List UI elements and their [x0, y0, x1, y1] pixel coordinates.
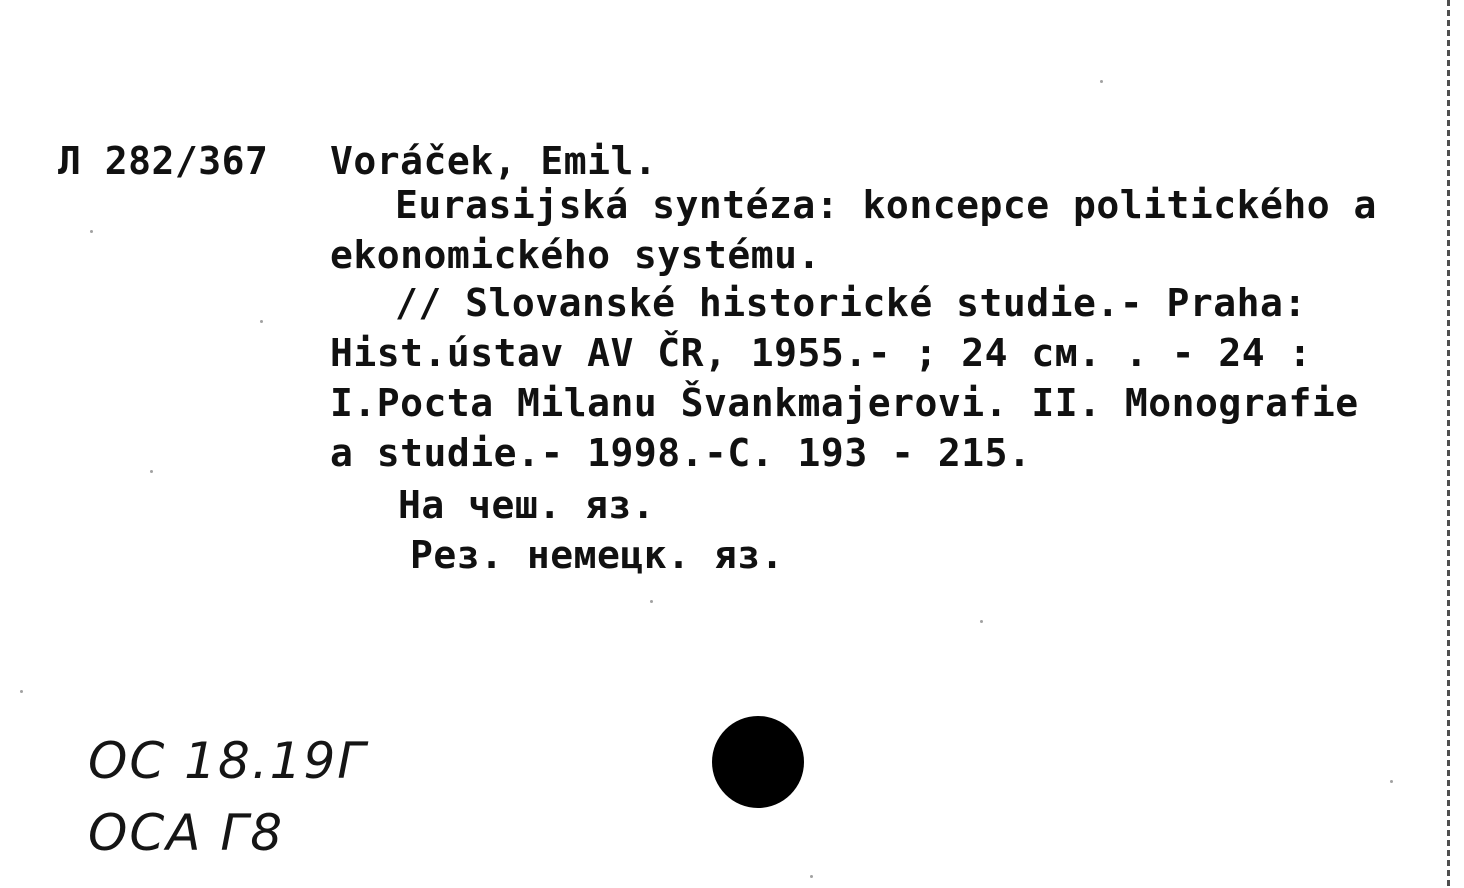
handwritten-code-1: ОС 18.19Г — [88, 732, 368, 790]
title-line-1: Eurasijská syntéza: koncepce politického a — [395, 183, 1377, 227]
shelfmark: Л 282/367 — [58, 139, 269, 183]
scan-noise-speck — [980, 620, 983, 623]
scan-noise-speck — [650, 600, 653, 603]
card-edge-border — [1447, 0, 1450, 888]
punch-hole — [712, 716, 804, 808]
source-line-2: Hist.ústav AV ČR, 1955.- ; 24 см. . - 24 : — [330, 331, 1312, 375]
source-line-3: I.Pocta Milanu Švankmajerovi. II. Monografie — [330, 381, 1359, 425]
scan-noise-speck — [20, 690, 23, 693]
source-line-4: a studie.- 1998.-С. 193 - 215. — [330, 431, 1032, 475]
handwritten-code-2: ОСА Г8 — [88, 804, 285, 862]
language-note: На чеш. яз. — [398, 483, 656, 527]
scan-noise-speck — [1100, 80, 1103, 83]
source-line-1: // Slovanské historické studie.- Praha: — [395, 281, 1307, 325]
scan-noise-speck — [260, 320, 263, 323]
scan-noise-speck — [90, 230, 93, 233]
author-line: Voráček, Emil. — [330, 139, 658, 183]
scan-noise-speck — [150, 470, 153, 473]
title-line-2: ekonomického systému. — [330, 233, 821, 277]
scan-noise-speck — [810, 875, 813, 878]
scan-noise-speck — [1390, 780, 1393, 783]
summary-language-note: Рез. немецк. яз. — [410, 533, 785, 577]
